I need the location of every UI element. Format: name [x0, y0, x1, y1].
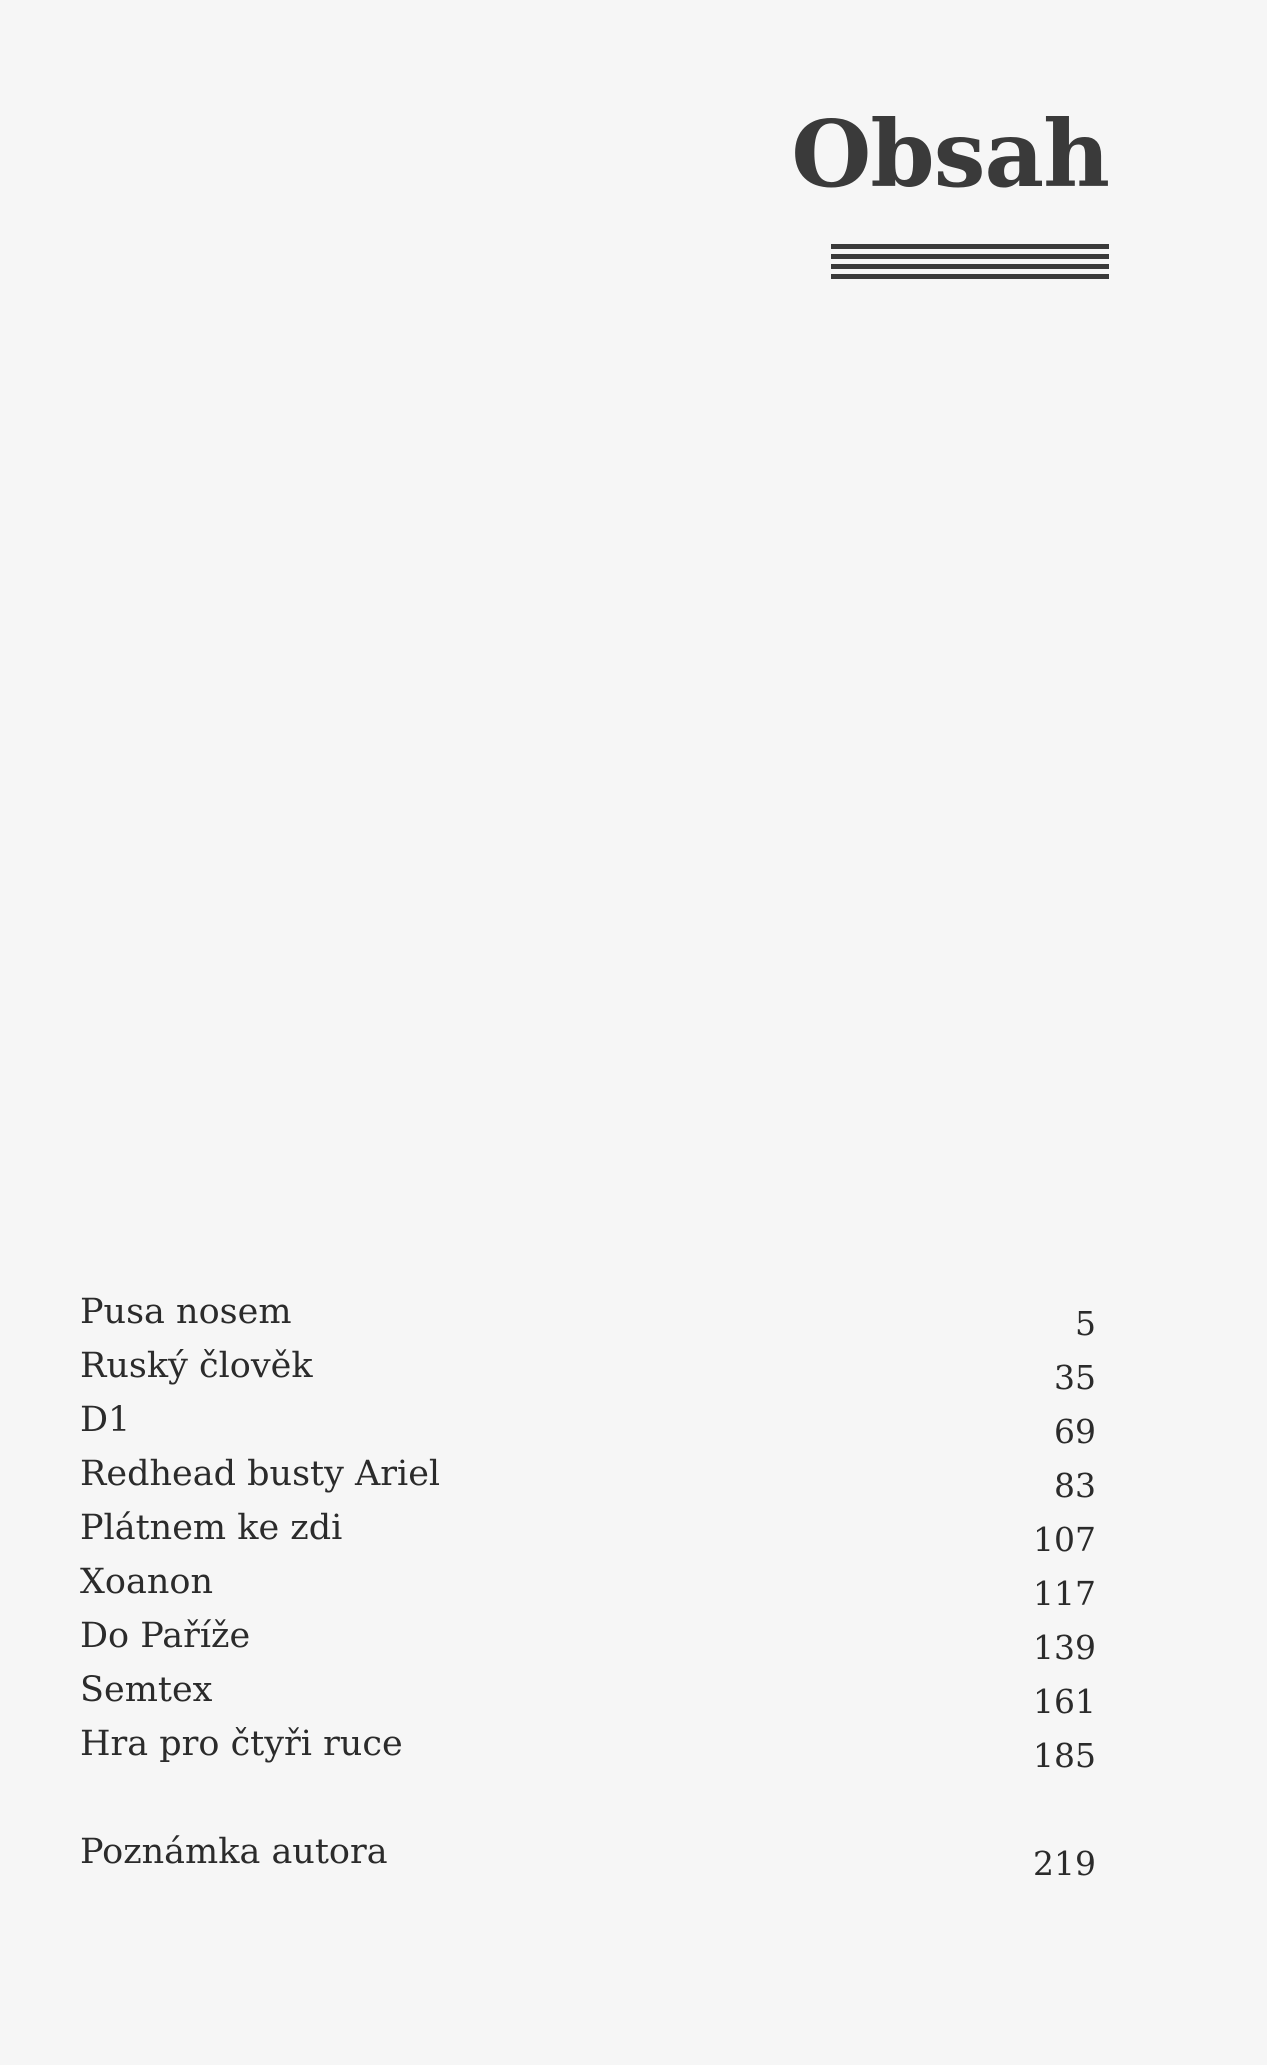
toc-entry[interactable] [80, 1562, 1096, 1616]
toc-entry-page: 35 [1054, 1358, 1096, 1397]
title-underline-rules [831, 244, 1109, 284]
table-of-contents [80, 1292, 1096, 1886]
toc-entry-page: 69 [1054, 1412, 1096, 1451]
toc-entry-page: 139 [1033, 1628, 1096, 1667]
toc-entry-title: Poznámka autora [80, 1832, 388, 1872]
toc-entry-title: Ruský člověk [80, 1346, 313, 1386]
toc-entry[interactable] [80, 1292, 1096, 1346]
toc-entry-page: 5 [1075, 1304, 1096, 1343]
rule-line [831, 274, 1109, 279]
toc-entry[interactable] [80, 1346, 1096, 1400]
toc-entry[interactable] [80, 1616, 1096, 1670]
toc-entry-page: 117 [1033, 1574, 1096, 1613]
toc-entry-afterword[interactable] [80, 1832, 1096, 1886]
toc-entry-page: 83 [1054, 1466, 1096, 1505]
toc-entry-title: Xoanon [80, 1562, 214, 1602]
toc-entry-page: 161 [1033, 1682, 1096, 1721]
toc-entry-title: Hra pro čtyři ruce [80, 1724, 403, 1764]
toc-entry-title: Plátnem ke zdi [80, 1508, 343, 1548]
toc-entry-title: Redhead busty Ariel [80, 1454, 441, 1494]
toc-entry-title: D1 [80, 1400, 131, 1440]
toc-entry-title: Do Paříže [80, 1616, 251, 1656]
toc-entry-page: 185 [1033, 1736, 1096, 1775]
toc-entry[interactable] [80, 1400, 1096, 1454]
toc-entry-page: 219 [1033, 1844, 1096, 1883]
toc-entry[interactable] [80, 1454, 1096, 1508]
rule-line [831, 264, 1109, 269]
toc-entry[interactable] [80, 1670, 1096, 1724]
page-title: Obsah [791, 100, 1109, 208]
toc-entry[interactable] [80, 1724, 1096, 1778]
toc-entry-page: 107 [1033, 1520, 1096, 1559]
toc-entry[interactable] [80, 1508, 1096, 1562]
toc-entry-title: Pusa nosem [80, 1292, 292, 1332]
rule-line [831, 244, 1109, 249]
rule-line [831, 254, 1109, 259]
toc-entry-title: Semtex [80, 1670, 213, 1710]
